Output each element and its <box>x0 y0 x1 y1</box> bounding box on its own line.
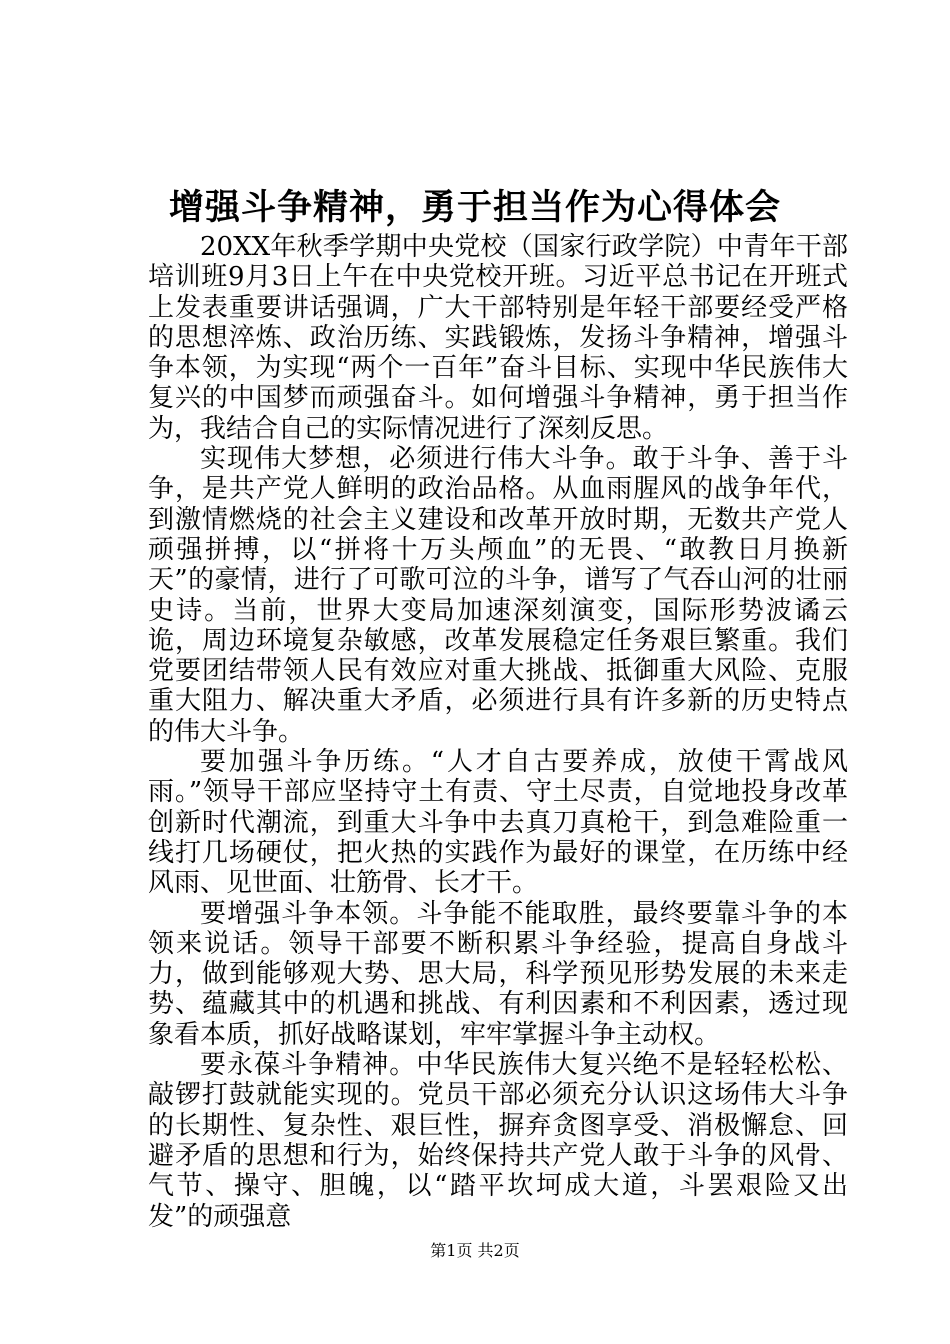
paragraph-4: 要增强斗争本领。斗争能不能取胜，最终要靠斗争的本领来说话。领导干部要不断积累斗争经验，提高自身战斗力，做到能够观大势、思大局，科学预见形势发展的未来走势、蕴藏其中的机遇和挑战、有利因素和不利因素，透过现象看本质，抓好战略谋划，牢牢掌握斗争主动权。 <box>148 898 848 1050</box>
paragraph-2: 实现伟大梦想，必须进行伟大斗争。敢于斗争、善于斗争，是共产党人鲜明的政治品格。从血雨腥风的战争年代，到激情燃烧的社会主义建设和改革开放时期，无数共产党人顽强拼搏，以“拼将十万头颅血”的无畏、“敢教日月换新天”的豪情，进行了可歌可泣的斗争，谱写了气吞山河的壮丽史诗。当前，世界大变局加速深刻演变，国际形势波谲云诡，周边环境复杂敏感，改革发展稳定任务艰巨繁重。我们党要团结带领人民有效应对重大挑战、抵御重大风险、克服重大阻力、解决重大矛盾，必须进行具有许多新的历史特点的伟大斗争。 <box>148 444 848 747</box>
paragraph-5: 要永葆斗争精神。中华民族伟大复兴绝不是轻轻松松、敲锣打鼓就能实现的。党员干部必须充分认识这场伟大斗争的长期性、复杂性、艰巨性，摒弃贪图享受、消极懈怠、回避矛盾的思想和行为，始终保持共产党人敢于斗争的风骨、气节、操守、胆魄，以“踏平坎坷成大道，斗罢艰险又出发”的顽强意 <box>148 1050 848 1232</box>
paragraph-3: 要加强斗争历练。“人才自古要养成，放使干霄战风雨。”领导干部应坚持守土有责、守土尽责，自觉地投身改革创新时代潮流，到重大斗争中去真刀真枪干，到急难险重一线打几场硬仗，把火热的实践作为最好的课堂，在历练中经风雨、见世面、壮筋骨、长才干。 <box>148 747 848 899</box>
paragraph-1: 20XX年秋季学期中央党校（国家行政学院）中青年干部培训班9月3日上午在中央党校开班。习近平总书记在开班式上发表重要讲话强调，广大干部特别是年轻干部要经受严格的思想淬炼、政治历练、实践锻炼，发扬斗争精神，增强斗争本领，为实现“两个一百年”奋斗目标、实现中华民族伟大复兴的中国梦而顽强奋斗。如何增强斗争精神，勇于担当作为，我结合自己的实际情况进行了深刻反思。 <box>148 232 848 444</box>
document-title: 增强斗争精神，勇于担当作为心得体会 <box>168 187 781 228</box>
document-body <box>148 232 848 1232</box>
page-number: 第1页 共2页 <box>430 1241 520 1260</box>
